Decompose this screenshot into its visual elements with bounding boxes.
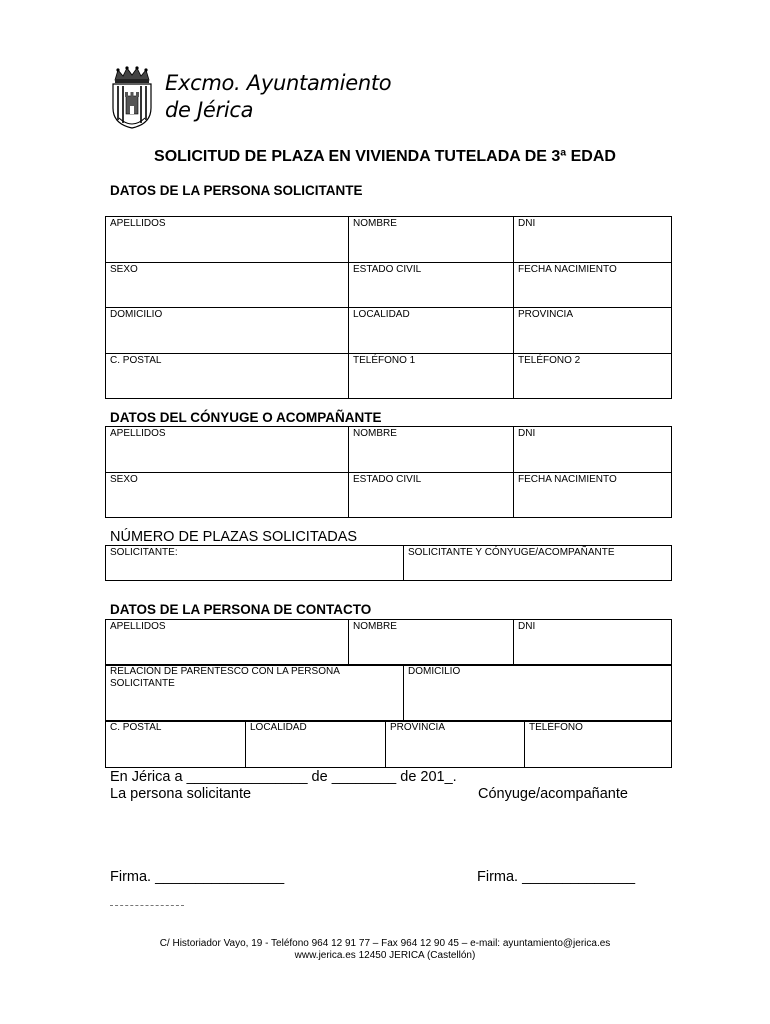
- field-plazas-solicitante-conyuge[interactable]: [404, 546, 672, 581]
- field-localidad[interactable]: [349, 308, 514, 354]
- field-telefono[interactable]: [525, 721, 672, 768]
- field-label: SEXO: [110, 474, 138, 485]
- field-codigo-postal[interactable]: [106, 354, 349, 399]
- field-domicilio[interactable]: [106, 308, 349, 354]
- spouse-table: [105, 426, 672, 518]
- field-nombre[interactable]: [349, 217, 514, 263]
- field-parentesco[interactable]: [106, 665, 404, 722]
- field-label: LOCALIDAD: [250, 722, 307, 733]
- section-heading-places: NÚMERO DE PLAZAS SOLICITADAS: [110, 529, 358, 545]
- org-name-line1: Excmo. Ayuntamiento: [165, 71, 392, 95]
- field-sexo[interactable]: [106, 473, 349, 518]
- field-label: C. POSTAL: [110, 355, 162, 366]
- spouse-signature-line: Firma. ______________: [477, 869, 636, 885]
- footer-web: www.jerica.es 12450 JERICA (Castellón): [294, 950, 476, 961]
- contact-table-row2: [105, 664, 672, 722]
- field-localidad[interactable]: [246, 721, 386, 768]
- field-label: PROVINCIA: [518, 309, 574, 320]
- field-provincia[interactable]: [386, 721, 525, 768]
- field-telefono-1[interactable]: [349, 354, 514, 399]
- field-label: TELÉFONO 1: [353, 355, 416, 366]
- field-label: DOMICILIO: [408, 666, 461, 677]
- field-fecha-nacimiento[interactable]: [514, 263, 672, 308]
- field-dni[interactable]: [514, 217, 672, 263]
- spouse-signature-label: Cónyuge/acompañante: [478, 786, 628, 802]
- footer-divider: [110, 905, 184, 906]
- field-label: NOMBRE: [353, 428, 397, 439]
- field-label: TELÉFONO: [529, 722, 583, 733]
- field-estado-civil[interactable]: [349, 263, 514, 308]
- org-name-line2: de Jérica: [165, 98, 254, 122]
- field-codigo-postal[interactable]: [106, 721, 246, 768]
- field-label: PROVINCIA: [390, 722, 446, 733]
- contact-table-row3: [105, 720, 672, 768]
- field-fecha-nacimiento[interactable]: [514, 473, 672, 518]
- contact-table-row1: [105, 619, 672, 666]
- field-nombre[interactable]: [349, 620, 514, 666]
- field-sexo[interactable]: [106, 263, 349, 308]
- field-dni[interactable]: [514, 620, 672, 666]
- field-apellidos[interactable]: [106, 620, 349, 666]
- field-label: DNI: [518, 621, 536, 632]
- field-label: TELÉFONO 2: [518, 355, 581, 366]
- field-label: LOCALIDAD: [353, 309, 410, 320]
- field-label: ESTADO CIVIL: [353, 264, 422, 275]
- field-label: SOLICITANTE:: [110, 547, 178, 558]
- section-heading-applicant: DATOS DE LA PERSONA SOLICITANTE: [110, 183, 363, 198]
- field-label: APELLIDOS: [110, 428, 166, 439]
- field-label: SOLICITANTE Y CÓNYUGE/ACOMPAÑANTE: [408, 547, 615, 558]
- field-label: SEXO: [110, 264, 138, 275]
- section-heading-spouse: DATOS DEL CÓNYUGE O ACOMPAÑANTE: [110, 410, 382, 425]
- field-label: APELLIDOS: [110, 621, 166, 632]
- section-heading-contact: DATOS DE LA PERSONA DE CONTACTO: [110, 602, 372, 617]
- field-label: NOMBRE: [353, 218, 397, 229]
- field-label: FECHA NACIMIENTO: [518, 264, 617, 275]
- field-apellidos[interactable]: [106, 217, 349, 263]
- field-label: DOMICILIO: [110, 309, 163, 320]
- field-label: C. POSTAL: [110, 722, 162, 733]
- field-dni[interactable]: [514, 427, 672, 473]
- field-estado-civil[interactable]: [349, 473, 514, 518]
- field-domicilio[interactable]: [404, 665, 672, 722]
- field-label: FECHA NACIMIENTO: [518, 474, 617, 485]
- field-label: DNI: [518, 218, 536, 229]
- applicant-signature-label: La persona solicitante: [110, 786, 252, 802]
- places-table: [105, 545, 672, 581]
- field-label: APELLIDOS: [110, 218, 166, 229]
- field-apellidos[interactable]: [106, 427, 349, 473]
- place-date-line: En Jérica a _______________ de ________ de 201_.: [110, 769, 457, 785]
- field-plazas-solicitante[interactable]: [106, 546, 404, 581]
- field-telefono-2[interactable]: [514, 354, 672, 399]
- footer-address: C/ Historiador Vayo, 19 - Teléfono 964 12 91 77 – Fax 964 12 90 45 – e-mail: ayuntamiento@jerica.es: [159, 938, 611, 949]
- field-provincia[interactable]: [514, 308, 672, 354]
- document-title: SOLICITUD DE PLAZA EN VIVIENDA TUTELADA DE 3ª EDAD: [154, 148, 616, 165]
- applicant-signature-line: Firma. ________________: [110, 869, 285, 885]
- applicant-table: [105, 216, 672, 399]
- field-label: DNI: [518, 428, 536, 439]
- field-label: RELACIÓN DE PARENTESCO CON LA PERSONA SOLICITANTE: [110, 666, 340, 689]
- field-label: NOMBRE: [353, 621, 397, 632]
- field-label: ESTADO CIVIL: [353, 474, 422, 485]
- coat-of-arms-icon: [109, 66, 155, 130]
- field-nombre[interactable]: [349, 427, 514, 473]
